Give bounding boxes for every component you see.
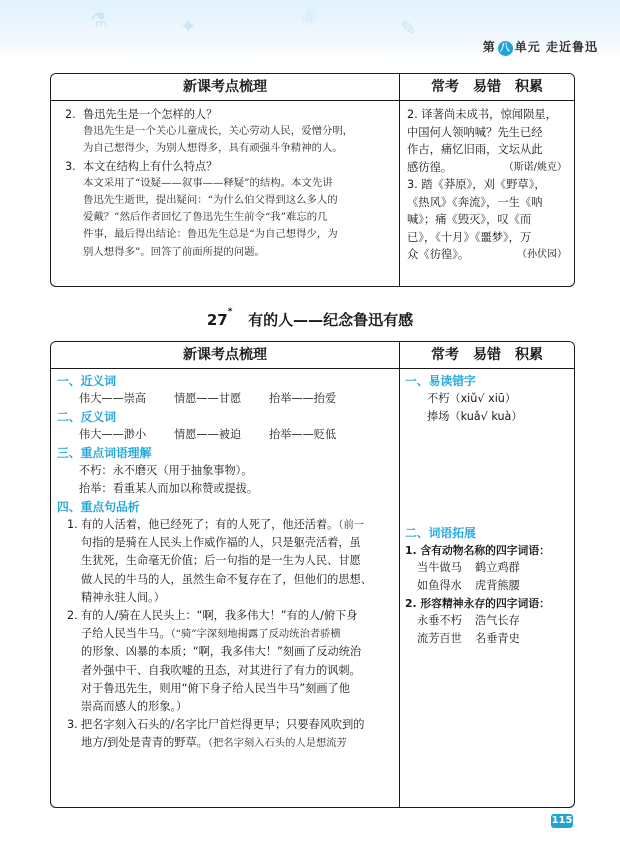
box1-left-header: 新课考点梳理 [51,74,400,100]
decor-book-icon: ✎ [400,16,417,40]
couplet-line: 喊》；痛《毁灭》，叹《而 [407,213,532,226]
review-box-2 [50,341,575,808]
answer-line: 件事，最后得出结论：鲁迅先生总是“为自己想得少，为 [83,228,338,241]
box1-right-header: 常考 易错 积累 [431,79,543,95]
unit-tag [483,38,598,56]
lesson-title [0,309,620,330]
couplet-line: 中国何人领呐喊？先生已经 [407,125,543,139]
analysis-note: 对于鲁迅先生，则用“俯下身子给人民当牛马”刻画了他 [81,681,350,695]
box2-left-header: 新课考点梳理 [51,342,400,368]
review-box-1 [50,73,575,287]
idiom-row: 流芳百世 名垂青史 [417,632,520,645]
analysis-note: 的形象、凶暴的本质；“啊，我多伟大！”刻画了反动统治 [81,645,362,659]
couplet-line: 众《彷徨》。 （孙伏园） [407,246,567,264]
unit-prefix: 第 [482,40,496,54]
couplet-line: 作古，痛忆旧雨，文坛从此 [407,143,543,156]
box1-left-column [65,106,391,261]
box2-right-column [405,372,569,648]
antonyms-heading: 二、反义词 [57,410,116,424]
analysis-sentence: 地方/到处是青青的野草。（把名字刻入石头的人是想流芳 [81,736,347,750]
misread-heading: 一、易读错字 [405,374,476,388]
unit-suffix: 单元 [514,40,541,54]
idiom-row: 永垂不朽 浩气长存 [417,614,520,627]
box2-right-header: 常考 易错 积累 [431,347,543,363]
couplet-source: （斯诺/姚克） [503,161,567,173]
analysis-note: 精神永驻人间。） [81,590,165,604]
analysis-item: 3. 把名字刻入石头的/名字比尸首烂得更早；只要春风吹到的 [67,718,365,732]
spacer [405,426,569,524]
analysis-heading: 四、重点句品析 [57,500,140,514]
couplet-line: 3. 踏《莽原》，刈《野草》， [407,178,546,191]
lesson-number: 27 [206,311,228,329]
couplet-source: （孙伏园） [517,249,567,260]
term-item: 不朽：永不磨灭（用于抽象事物）。 [79,464,253,477]
analysis-item: 2. 有的人/骑在人民头上：“啊，我多伟大！”有的人/俯下身 [67,609,358,623]
answer-line: 别人想得多”。回答了前面所提的问题。 [83,245,265,258]
couplet-line: 2. 译著尚未成书，惊闻陨星， [407,108,557,121]
page-number: 115 [551,815,573,826]
analysis-sentence: 子给人民当牛马。（“骑”字深刻地揭露了反动统治者骄横 [81,627,341,641]
question: 2. 鲁迅先生是一个怎样的人？ [65,108,218,121]
box1-header [51,74,574,101]
synonym-pairs: 伟大——崇高 情愿——甘愿 抬举——抬爱 [79,392,337,405]
analysis-note: 做人民的牛马的人，虽然生命不复存在了，但他们的思想、 [81,572,372,586]
box2-left-column [57,372,393,753]
answer-line: 鲁迅先生逝世，提出疑问：“为什么伯父得到这么多人的 [83,193,338,206]
unit-title: 走近鲁迅 [545,40,598,54]
misread-item: 捧场（kuǎ√ kuà） [427,410,523,423]
analysis-note: 崇高而感人的形象。） [81,700,188,714]
idiom-row: 当牛做马 鹤立鸡群 [417,561,520,574]
answer-line: 鲁迅先生是一个关心儿童成长，关心劳动人民，爱憎分明， [83,125,354,137]
answer-line: 为自己想得少，为别人想得多，具有顽强斗争精神的人。 [83,142,343,155]
couplet-line: 已》，《十月》《噩梦》，万 [407,230,532,244]
answer-line: 本文采用了“设疑——叙事——释疑”的结构。本文先讲 [83,176,333,189]
answer-line: 爱戴？”然后作者回忆了鲁迅先生生前令“我”难忘的几 [83,211,328,224]
couplet-line: 感彷徨。 （斯诺/姚克） [407,159,567,177]
unit-number: 八 [499,43,511,54]
column-divider [399,368,400,807]
decor-flask-icon: ⚗ [90,8,108,32]
analysis-note: 者外强中干、自我吹嘘的丑态，对其进行了有力的讽刺。 [81,663,361,677]
idiom-row: 如鱼得水 虎背熊腰 [417,579,520,592]
analysis-note: 句指的是骑在人民头上作威作福的人，只是躯壳活着，虽 [81,536,361,550]
lesson-star: * [227,307,233,317]
question: 3. 本文在结构上有什么特点？ [65,159,218,173]
column-divider [399,100,400,286]
analysis-note: 生犹死，生命毫无价值；后一句指的是一生为人民、甘愿 [81,554,361,568]
synonyms-heading: 一、近义词 [57,374,116,388]
expansion-group-title: 1. 含有动物名称的四字词语： [405,544,550,557]
decor-star-icon: ✦ [180,14,197,38]
term-item: 抬举：看重某人而加以称赞或提拔。 [79,482,259,495]
analysis-item: 1. 有的人活着，他已经死了；有的人死了，他还活着。（前一 [67,518,365,531]
misread-item: 不朽（xiǔ√ xiū） [427,392,517,405]
decor-atom-icon: ⚛ [300,6,318,30]
couplet-line: 《热风》《奔流》，一生《呐 [407,195,543,209]
expansion-group-title: 2. 形容精神永存的四字词语： [405,597,550,610]
terms-heading: 三、重点词语理解 [57,446,152,460]
box1-right-column [407,106,567,264]
lesson-name: 有的人——纪念鲁迅有感 [248,311,414,329]
antonym-pairs: 伟大——渺小 情愿——被迫 抬举——贬低 [79,428,337,441]
expansion-heading: 二、词语拓展 [405,526,476,540]
box2-header [51,342,574,369]
